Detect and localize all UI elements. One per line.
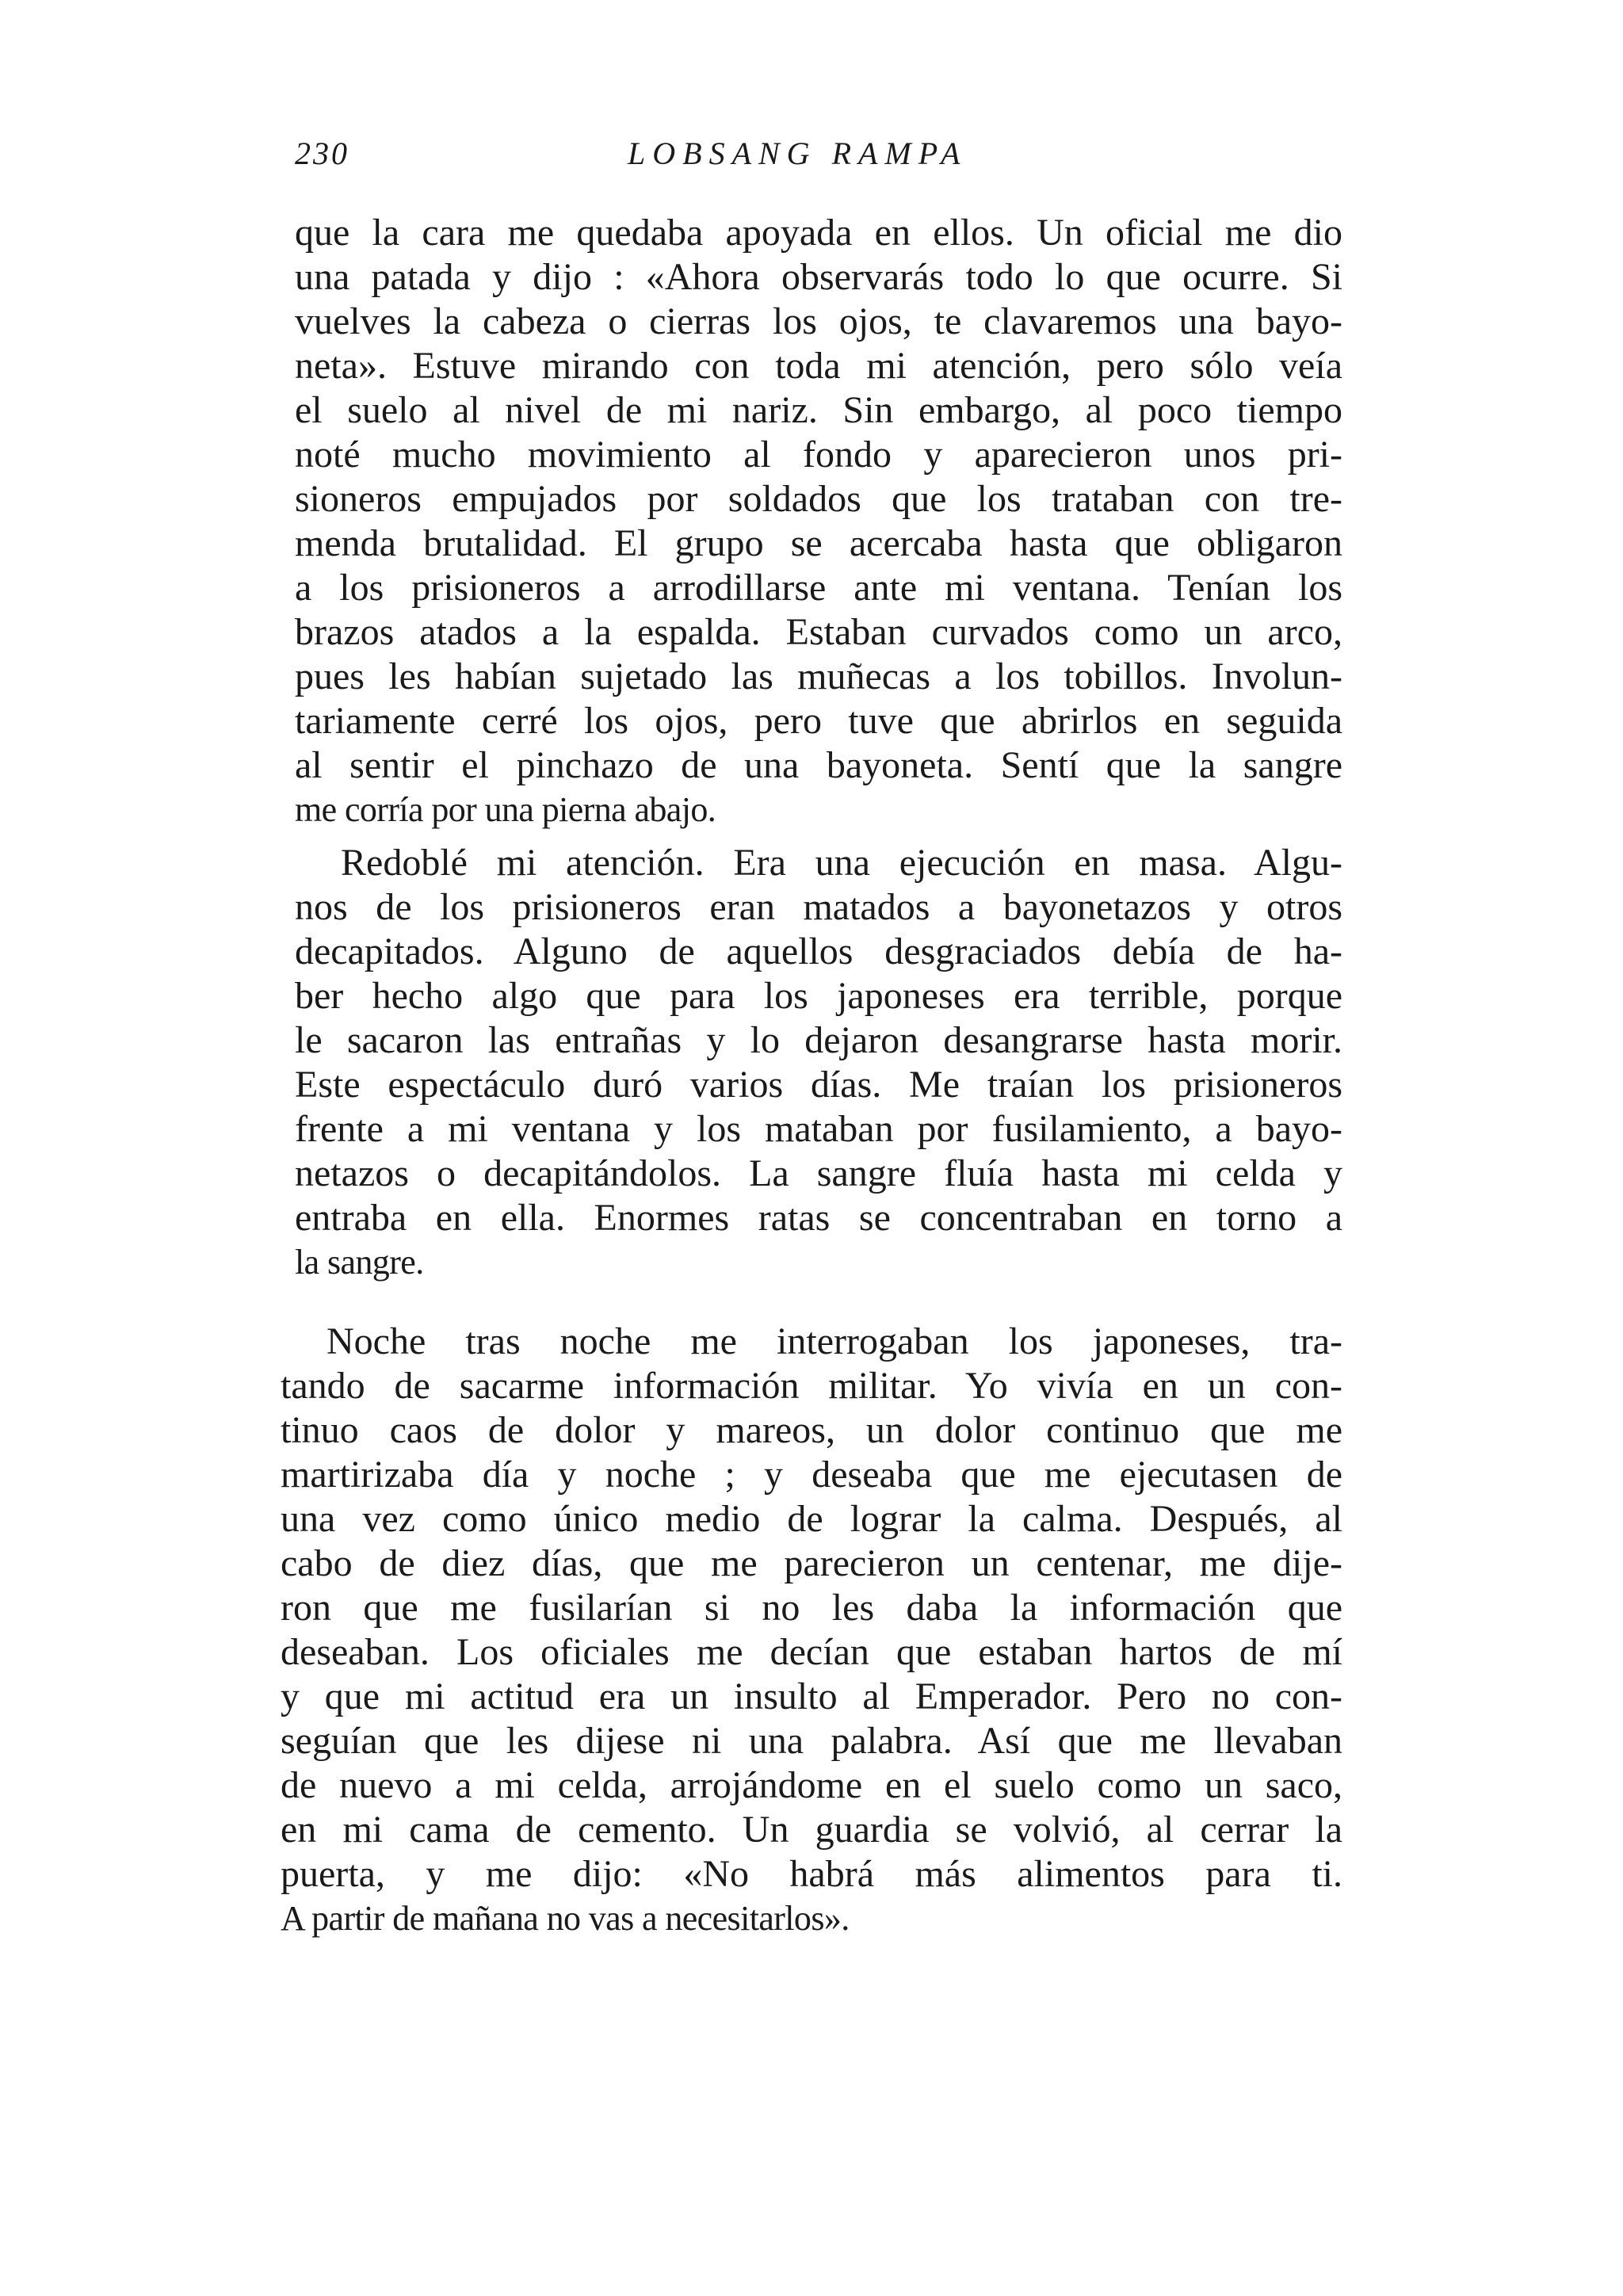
running-head: [295, 130, 1342, 178]
text-line: decapitados. Alguno de aquellos desgraciados debía de ha-: [295, 930, 1342, 972]
text-line: una patada y dijo : «Ahora observarás todo lo que ocurre. Si: [295, 256, 1342, 298]
text-line: neta». Estuve mirando con toda mi atención, pero sólo veía: [295, 345, 1342, 387]
text-line: menda brutalidad. El grupo se acercaba hasta que obligaron: [295, 522, 1342, 564]
text-line: en mi cama de cemento. Un guardia se volvió, al cerrar la: [281, 1809, 1342, 1851]
text-line: tinuo caos de dolor y mareos, un dolor continuo que me: [281, 1409, 1342, 1451]
running-title: LOBSANG RAMPA: [628, 136, 968, 171]
paragraph-3: [281, 1320, 1342, 1941]
text-line: nos de los prisioneros eran matados a bayonetazos y otros: [295, 886, 1342, 928]
paragraph-2: [295, 841, 1342, 1285]
text-line: seguían que les dijese ni una palabra. Así que me llevaban: [281, 1720, 1342, 1762]
text-line: martirizaba día y noche ; y deseaba que me ejecutasen de: [281, 1454, 1342, 1496]
text-line: cabo de diez días, que me parecieron un centenar, me dije-: [281, 1542, 1342, 1584]
text-line: le sacaron las entrañas y lo dejaron desangrarse hasta morir.: [295, 1019, 1342, 1061]
text-line: sioneros empujados por soldados que los trataban con tre-: [295, 478, 1342, 520]
text-line: al sentir el pinchazo de una bayoneta. Sentí que la sangre: [295, 744, 1342, 786]
text-line: Este espectáculo duró varios días. Me traían los prisioneros: [295, 1064, 1342, 1106]
text-line: que la cara me quedaba apoyada en ellos. Un oficial me dio: [295, 212, 1342, 254]
text-line: deseaban. Los oficiales me decían que estaban hartos de mí: [281, 1631, 1342, 1673]
text-line: frente a mi ventana y los mataban por fusilamiento, a bayo-: [295, 1108, 1342, 1150]
text-line: el suelo al nivel de mi nariz. Sin embargo, al poco tiempo: [295, 389, 1342, 431]
text-line: a los prisioneros a arrodillarse ante mi ventana. Tenían los: [295, 567, 1342, 609]
text-line: brazos atados a la espalda. Estaban curvados como un arco,: [295, 611, 1342, 653]
paragraph-1: [295, 211, 1342, 832]
text-line: una vez como único medio de lograr la calma. Después, al: [281, 1498, 1342, 1540]
text-line: la sangre.: [295, 1243, 424, 1282]
text-line: A partir de mañana no vas a necesitarlos».: [281, 1899, 850, 1938]
text-line: netazos o decapitándolos. La sangre fluía hasta mi celda y: [295, 1152, 1342, 1194]
text-line: vuelves la cabeza o cierras los ojos, te clavaremos una bayo-: [295, 300, 1342, 342]
text-line: ber hecho algo que para los japoneses era terrible, porque: [295, 975, 1342, 1017]
page-number: 230: [295, 136, 349, 171]
text-line: tando de sacarme información militar. Yo vivía en un con-: [281, 1365, 1342, 1407]
text-line: puerta, y me dijo: «No habrá más alimentos para ti.: [281, 1853, 1342, 1895]
text-line: tariamente cerré los ojos, pero tuve que abrirlos en seguida: [295, 700, 1342, 742]
text-line: me corría por una pierna abajo.: [295, 790, 716, 829]
text-line: noté mucho movimiento al fondo y aparecieron unos pri-: [295, 434, 1342, 476]
text-line: entraba en ella. Enormes ratas se concentraban en torno a: [295, 1197, 1342, 1239]
text-line: de nuevo a mi celda, arrojándome en el suelo como un saco,: [281, 1764, 1342, 1806]
text-line: Noche tras noche me interrogaban los japoneses, tra-: [327, 1320, 1342, 1362]
text-line: pues les habían sujetado las muñecas a los tobillos. Involun-: [295, 655, 1342, 697]
text-line: ron que me fusilarían si no les daba la información que: [281, 1587, 1342, 1629]
text-line: y que mi actitud era un insulto al Emperador. Pero no con-: [281, 1675, 1342, 1717]
text-line: Redoblé mi atención. Era una ejecución en masa. Algu-: [341, 842, 1342, 884]
